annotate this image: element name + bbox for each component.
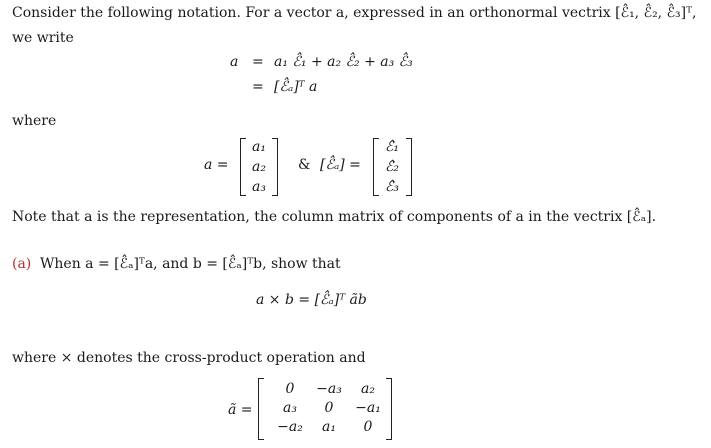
where-cross-text: where × denotes the cross-product operation and bbox=[12, 350, 366, 366]
where-label: where bbox=[12, 113, 57, 129]
a-column bbox=[248, 140, 270, 194]
a-matrix-label: a = bbox=[204, 157, 229, 173]
tilde-cell-1-2: −a₃ bbox=[316, 381, 342, 397]
eq1-row-2: [ℰ̂ₐ]ᵀ a bbox=[274, 79, 318, 95]
intro-line-2: we write bbox=[12, 30, 74, 46]
E-column bbox=[380, 140, 404, 194]
note-text: Note that a is the representation, the column matrix of components of a in the vectrix [ℰ̂ₐ]. bbox=[12, 209, 657, 225]
tilde-left-bracket bbox=[258, 378, 264, 440]
cross-product-identity: a × b = [ℰ̂ₐ]ᵀ ãb bbox=[256, 292, 367, 308]
a-left-bracket bbox=[240, 138, 246, 196]
tilde-cell-3-2: a₁ bbox=[322, 419, 336, 435]
tilde-right-bracket bbox=[386, 378, 392, 440]
tilde-cell-3-1: −a₂ bbox=[277, 419, 303, 435]
tilde-cell-2-2: 0 bbox=[324, 400, 334, 416]
tilde-cell-2-1: a₃ bbox=[283, 400, 297, 416]
tilde-cell-3-3: 0 bbox=[363, 419, 373, 435]
tilde-col-1 bbox=[270, 382, 310, 434]
tilde-cell-1-1: 0 bbox=[285, 381, 295, 397]
eq1-lhs: a bbox=[230, 54, 239, 70]
a-entry-2: a₂ bbox=[252, 159, 266, 175]
eq1-equals-1: = bbox=[252, 54, 264, 70]
ampersand: & bbox=[298, 157, 311, 173]
E-left-bracket bbox=[373, 138, 379, 196]
E-entry-1: ℰ̂₁ bbox=[384, 139, 400, 155]
tilde-matrix-label: ã = bbox=[228, 402, 253, 418]
intro-line-1: Consider the following notation. For a vector a, expressed in an orthonormal vectrix [ℰ̂₁, ℰ̂₂, ℰ̂₃]ᵀ, bbox=[12, 5, 697, 21]
tilde-cell-2-3: −a₁ bbox=[355, 400, 381, 416]
a-right-bracket bbox=[272, 138, 278, 196]
eq1-equals-2: = bbox=[252, 79, 264, 95]
part-a-label: (a) bbox=[12, 256, 32, 272]
a-entry-3: a₃ bbox=[252, 179, 266, 195]
a-entry-1: a₁ bbox=[252, 139, 266, 155]
E-matrix-label: [ℰ̂ₐ] = bbox=[320, 157, 361, 173]
E-right-bracket bbox=[406, 138, 412, 196]
E-entry-2: ℰ̂₂ bbox=[384, 159, 400, 175]
eq1-row-1: a₁ ℰ̂₁ + a₂ ℰ̂₂ + a₃ ℰ̂₃ bbox=[274, 54, 413, 70]
tilde-col-3 bbox=[350, 382, 386, 434]
E-entry-3: ℰ̂₃ bbox=[384, 179, 400, 195]
tilde-cell-1-3: a₂ bbox=[361, 381, 375, 397]
tilde-col-2 bbox=[308, 382, 350, 434]
part-a-text: When a = [ℰ̂ₐ]ᵀa, and b = [ℰ̂ₐ]ᵀb, show that bbox=[40, 256, 341, 272]
